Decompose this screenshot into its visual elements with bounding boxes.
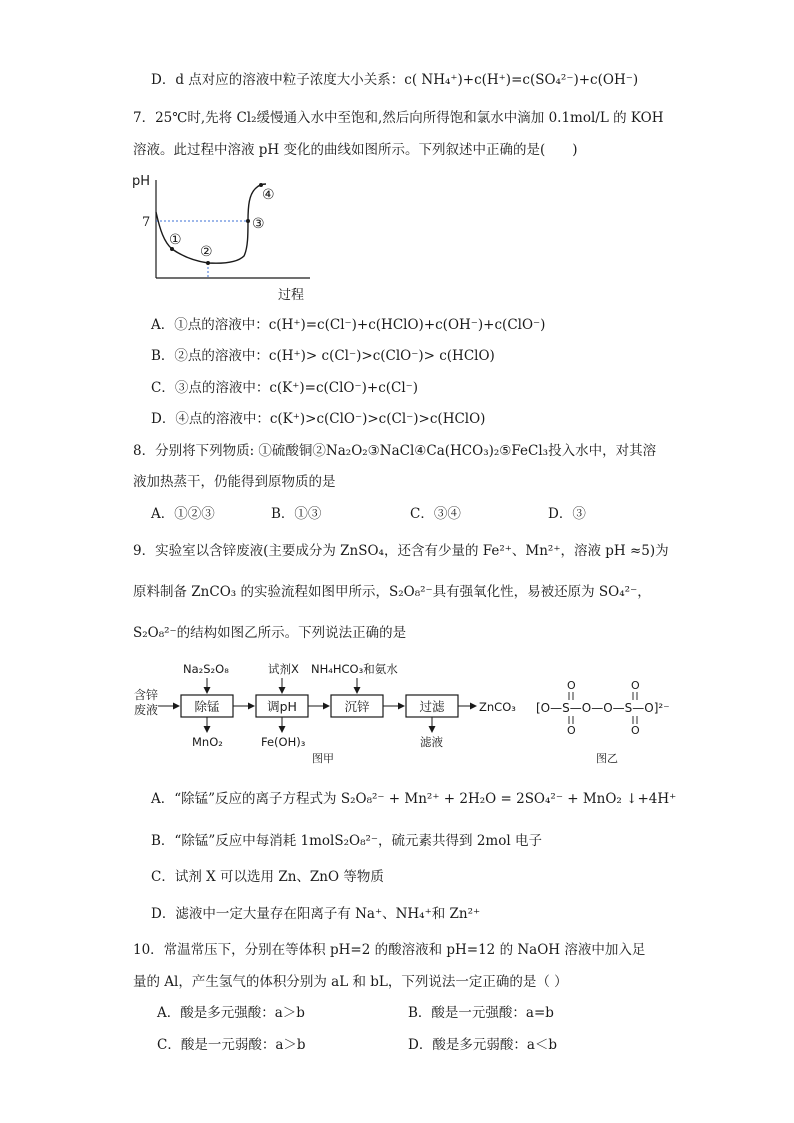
q7-option-d: D．④点的溶液中：c(K⁺)>c(ClO⁻)>c(Cl⁻)>c(HClO) [151, 411, 486, 427]
q9-flowchart-figure [128, 656, 528, 770]
input-label-line1: 含锌 [134, 688, 159, 702]
x-axis-label: 过程 [278, 288, 305, 303]
input-label-line2: 废液 [134, 703, 159, 717]
point-2-label: ② [200, 244, 213, 260]
byproduct-feoh3: Fe(OH)₃ [261, 735, 306, 749]
q10-option-b: B．酸是一元强酸：a=b [408, 1005, 554, 1021]
box-remove-mn-label: 除锰 [194, 699, 220, 714]
q9-stem-line2: 原料制备 ZnCO₃ 的实验流程如图甲所示，S₂O₈²⁻具有强氧化性，易被还原为 SO₄²⁻， [133, 584, 651, 600]
tick-7-label: 7 [142, 215, 151, 230]
q7-stem-line1: 7．25℃时,先将 Cl₂缓慢通入水中至饱和,然后向所得饱和氯水中滴加 0.1mol/L 的 KOH [133, 110, 664, 126]
q9-stem-line3: S₂O₈²⁻的结构如图乙所示。下列说法正确的是 [133, 625, 407, 641]
q8-stem-line1: 8．分别将下列物质: ①硫酸铜②Na₂O₂③NaCl④Ca(HCO₃)₂⑤FeCl₃投入水中，对其溶 [133, 443, 657, 459]
byproduct-mno2: MnO₂ [192, 735, 223, 749]
box-adjust-ph-label: 调pH [267, 699, 297, 714]
caption-figure-b: 图乙 [596, 752, 618, 765]
q9-option-d: D．滤液中一定大量存在阳离子有 Na⁺、NH₄⁺和 Zn²⁺ [151, 906, 481, 922]
oxygen-top-right: O [631, 679, 640, 692]
oxygen-bottom-right: O [631, 724, 640, 737]
oxygen-bottom-left: O [567, 724, 576, 737]
box-filter-label: 过滤 [419, 699, 445, 714]
point-3-marker [246, 219, 250, 223]
q8-option-a: A．①②③ [151, 506, 215, 522]
structure-formula: [O—S—O—O—S—O]²⁻ [536, 701, 670, 715]
q7-ph-curve-figure [128, 168, 328, 312]
point-4-label: ④ [262, 187, 275, 203]
q10-option-d: D．酸是多元弱酸：a＜b [408, 1037, 558, 1053]
reagent-nh4hco3: NH₄HCO₃和氨水 [311, 662, 398, 676]
reagent-x: 试剂X [268, 662, 299, 676]
q8-stem-line2: 液加热蒸干，仍能得到原物质的是 [133, 474, 336, 490]
point-2-marker [206, 261, 210, 265]
point-1-label: ① [169, 232, 182, 248]
q10-stem-line1: 10．常温常压下，分别在等体积 pH=2 的酸溶液和 pH=12 的 NaOH 溶液中加入足 [133, 942, 646, 958]
q9-option-c: C．试剂 X 可以选用 Zn、ZnO 等物质 [151, 869, 384, 885]
q9-option-a: A．“除锰”反应的离子方程式为 S₂O₈²⁻ + Mn²⁺ + 2H₂O = 2SO₄²⁻ + MnO₂ ↓+4H⁺ [151, 791, 677, 807]
q9-option-b: B．“除锰”反应中每消耗 1molS₂O₈²⁻，硫元素共得到 2mol 电子 [151, 833, 542, 849]
caption-figure-a: 图甲 [312, 752, 334, 765]
point-3-label: ③ [252, 216, 265, 232]
q10-option-c: C．酸是一元弱酸：a＞b [157, 1037, 306, 1053]
q6-option-d: D．d 点对应的溶液中粒子浓度大小关系：c( NH₄⁺)+c(H⁺)=c(SO₄²⁻)+c(OH⁻) [151, 72, 639, 88]
q7-option-b: B．②点的溶液中：c(H⁺)> c(Cl⁻)>c(ClO⁻)> c(HClO) [151, 348, 495, 364]
q7-option-a: A．①点的溶液中：c(H⁺)=c(Cl⁻)+c(HClO)+c(OH⁻)+c(ClO⁻) [151, 317, 546, 333]
reagent-na2s2o8: Na₂S₂O₈ [183, 662, 229, 676]
q8-option-c: C．③④ [410, 506, 461, 522]
product-znco3: ZnCO₃ [479, 700, 516, 714]
q7-stem-line2: 溶液。此过程中溶液 pH 变化的曲线如图所示。下列叙述中正确的是( ) [133, 142, 578, 158]
q7-option-c: C．③点的溶液中：c(K⁺)=c(ClO⁻)+c(Cl⁻) [151, 380, 419, 396]
q8-option-d: D．③ [548, 506, 586, 522]
q10-option-a: A．酸是多元强酸：a＞b [157, 1005, 305, 1021]
q10-stem-line2: 量的 Al，产生氢气的体积分别为 aL 和 bL，下列说法一定正确的是（ ） [133, 974, 568, 990]
q9-stem-line1: 9．实验室以含锌废液(主要成分为 ZnSO₄，还含有少量的 Fe²⁺、Mn²⁺，溶液 pH ≈5)为 [133, 543, 669, 559]
q9-structure-figure [534, 676, 694, 774]
oxygen-top-left: O [567, 679, 576, 692]
q8-option-b: B．①③ [271, 506, 322, 522]
y-axis-label: pH [132, 174, 151, 189]
box-precipitate-zn-label: 沉锌 [344, 699, 370, 714]
byproduct-filtrate: 滤液 [420, 735, 443, 749]
